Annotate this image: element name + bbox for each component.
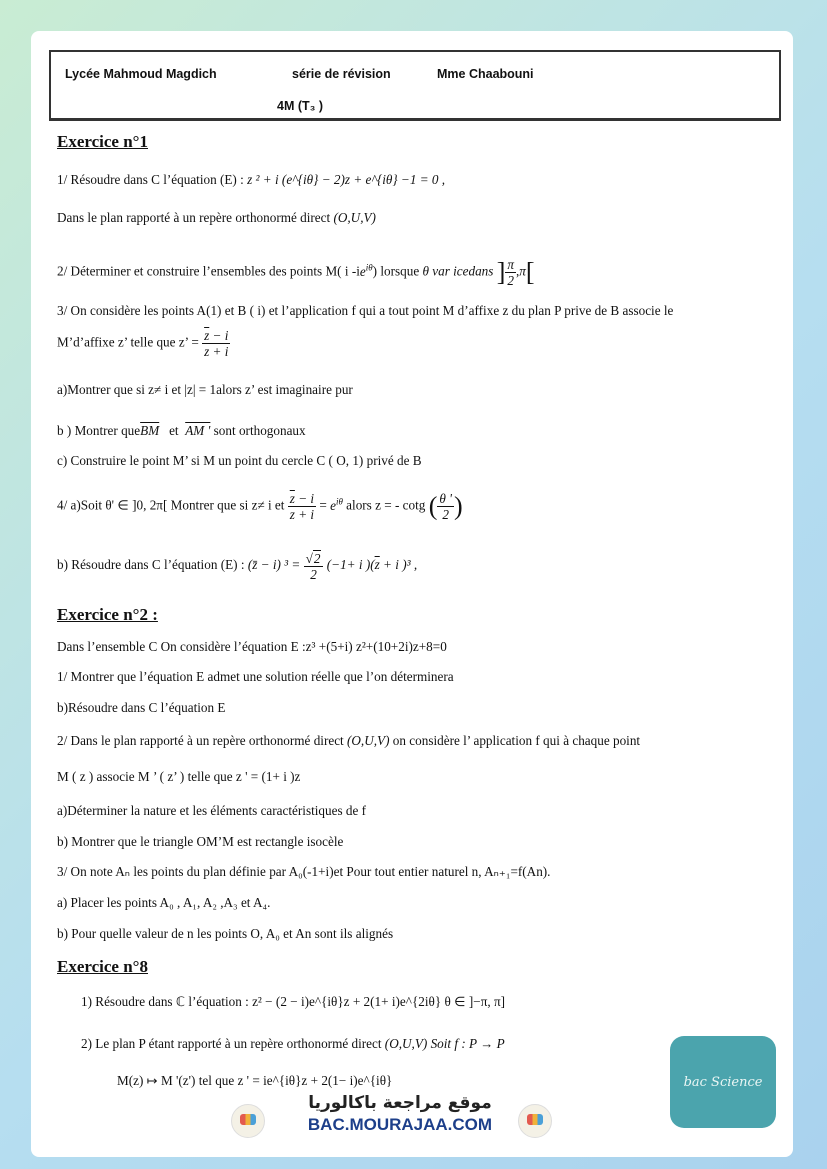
ex2-l6: a)Déterminer la nature et les éléments caractéristiques de f bbox=[57, 803, 367, 818]
ex1-q2-mid: ) lorsque bbox=[372, 263, 420, 279]
ex1-qb-text3: sont orthogonaux bbox=[213, 423, 306, 438]
ex2-l3: b)Résoudre dans C l’équation E bbox=[57, 700, 226, 715]
ex1-qc: c) Construire le point M’ si M un point du cercle C ( O, 1) privé de B bbox=[57, 453, 422, 468]
ex2-l2: 1/ Montrer que l’équation E admet une solution réelle que l’on déterminera bbox=[57, 669, 454, 684]
ex2-l7: b) Montrer que le triangle OM’M est rectangle isocèle bbox=[57, 834, 344, 849]
ex2-l8: 3/ On note Aₙ les points du plan définie par A₀(-1+i)et Pour tout entier naturel n, Aₙ₊₁=f(An). bbox=[57, 864, 551, 879]
ex1-plane-text: Dans le plan rapporté à un repère orthonormé direct bbox=[57, 210, 334, 225]
ex1-frame: (O,U,V) bbox=[333, 210, 376, 225]
ex8-l2 bbox=[81, 1036, 505, 1052]
ex2-frame: (O,U,V) bbox=[347, 733, 390, 748]
exercise-8-title: Exercice n°8 bbox=[57, 957, 148, 976]
ex8-l2-end: Soit f : P → P bbox=[427, 1036, 505, 1051]
ex1-q1-text: 1/ Résoudre dans C l’équation (E) : bbox=[57, 172, 248, 187]
ex1-q2-end: var icedans bbox=[432, 263, 494, 279]
left-logo-icon bbox=[231, 1104, 265, 1138]
right-logo-icon bbox=[518, 1104, 552, 1138]
ex1-q3: 3/ On considère les points A(1) et B ( i) et l’application f qui a tout point M d’affixe z du plan P prive de B associe le bbox=[57, 303, 674, 318]
ex8-l1: 1) Résoudre dans ℂ l’équation : z² − (2 − i)e^{iθ}z + 2(1+ i)e^{2iθ} θ ∈ ]−π, π] bbox=[81, 994, 506, 1009]
ex1-q4: 4/ a)Soit θ' ∈ ]0, 2π[ Montrer que si z≠ i et $\frac{\overline{z} - i}{\overline{z} + i}$ = $e^{i\theta}$ alors z = - cotg ( $\frac{\theta '}{2}$ ) bbox=[57, 491, 463, 522]
series-title: série de révision bbox=[292, 67, 391, 81]
class-label: 4M (T₃ ) bbox=[277, 99, 324, 113]
document-page bbox=[31, 31, 793, 1157]
exercise-1-title: Exercice n°1 bbox=[57, 132, 148, 151]
header-box bbox=[49, 50, 781, 121]
footer-brand[interactable] bbox=[290, 1093, 510, 1135]
ex1-q2-text: 2/ Déterminer et construire l’ensembles des points M( i -i bbox=[57, 263, 360, 279]
footer-arabic: موقع مراجعة باكالوريا bbox=[308, 1093, 492, 1113]
ex1-qa: a)Montrer que si z≠ i et |z| = 1alors z’ est imaginaire pur bbox=[57, 382, 353, 397]
ex2-l1: Dans l’ensemble C On considère l’équation E :z³ +(5+i) z²+(10+2i)z+8=0 bbox=[57, 639, 447, 654]
ex2-l4 bbox=[57, 733, 640, 749]
ex1-q4b-text: b) Résoudre dans C l’équation (E) : bbox=[57, 557, 248, 573]
ex1-q3b-text: M’d’affixe z’ telle que z’ = bbox=[57, 334, 199, 350]
ex1-qb-text1: b ) Montrer que bbox=[57, 423, 141, 438]
ex1-q2: 2/ Déterminer et construire l’ensembles des points M( i $-ie^{i\theta}$) lorsque θ var icedans ] $\frac{\pi}{2}$ ,π[ bbox=[57, 257, 535, 288]
ex1-q4b: b) Résoudre dans C l’équation (E) : (z̄ − i) ³ = $\frac{√2}{2}$ (−1+ i )($\overline{z} + i$ )³ , bbox=[57, 551, 418, 582]
ex1-q3b: M’d’affixe z’ telle que z’ = $\frac{\overline{z} - i}{\overline{z} + i}$ bbox=[57, 328, 229, 359]
exercise-2-title-text: Exercice n°2 bbox=[57, 605, 148, 624]
ex1-q1 bbox=[57, 172, 445, 188]
ex1-q4-text: 4/ a)Soit θ' ∈ ]0, 2π[ Montrer que si z≠ i et bbox=[57, 497, 285, 513]
ex2-l10: b) Pour quelle valeur de n les points O, A₀ et An sont ils alignés bbox=[57, 926, 394, 941]
ex1-qb-text2: et bbox=[169, 423, 179, 438]
ex1-q4b-eq: (z̄ − i) ³ = bbox=[247, 557, 304, 573]
ex1-qb: b ) Montrer $que\overline{BM}$ et AM ' sont orthogonaux bbox=[57, 423, 306, 438]
bac-science-badge bbox=[670, 1036, 776, 1128]
badge-text: bac Science bbox=[683, 1074, 763, 1090]
ex8-frame: (O,U,V) bbox=[384, 1036, 428, 1051]
ex8-l2-text: 2) Le plan P étant rapporté à un repère orthonormé direct bbox=[81, 1036, 385, 1051]
footer-site-link[interactable]: BAC.MOURAJAA.COM bbox=[307, 1115, 493, 1134]
ex1-q1-equation: z ² + i (e^{iθ} − 2)z + e^{iθ} −1 = 0 , bbox=[247, 172, 446, 187]
ex2-l4-text: 2/ Dans le plan rapporté à un repère orthonormé direct bbox=[57, 733, 348, 748]
exercise-2-colon: : bbox=[148, 605, 158, 624]
ex2-l4-end: on considère l’ application f qui à chaque point bbox=[389, 733, 641, 748]
ex8-l3: M(z) ↦ M '(z') tel que z ' = ie^{iθ}z + 2(1− i)e^{iθ} bbox=[117, 1073, 393, 1088]
ex1-plane bbox=[57, 210, 376, 226]
exercise-2-title bbox=[57, 605, 158, 625]
school-name: Lycée Mahmoud Magdich bbox=[65, 67, 217, 81]
teacher-name: Mme Chaabouni bbox=[437, 67, 534, 81]
ex1-q4-end: alors z = - cotg bbox=[346, 497, 426, 513]
ex2-l9: a) Placer les points A₀ , A₁, A₂ ,A₃ et A₄. bbox=[57, 895, 271, 910]
ex2-l5: M ( z ) associe M ’ ( z’ ) telle que z ' = (1+ i )z bbox=[57, 769, 301, 784]
